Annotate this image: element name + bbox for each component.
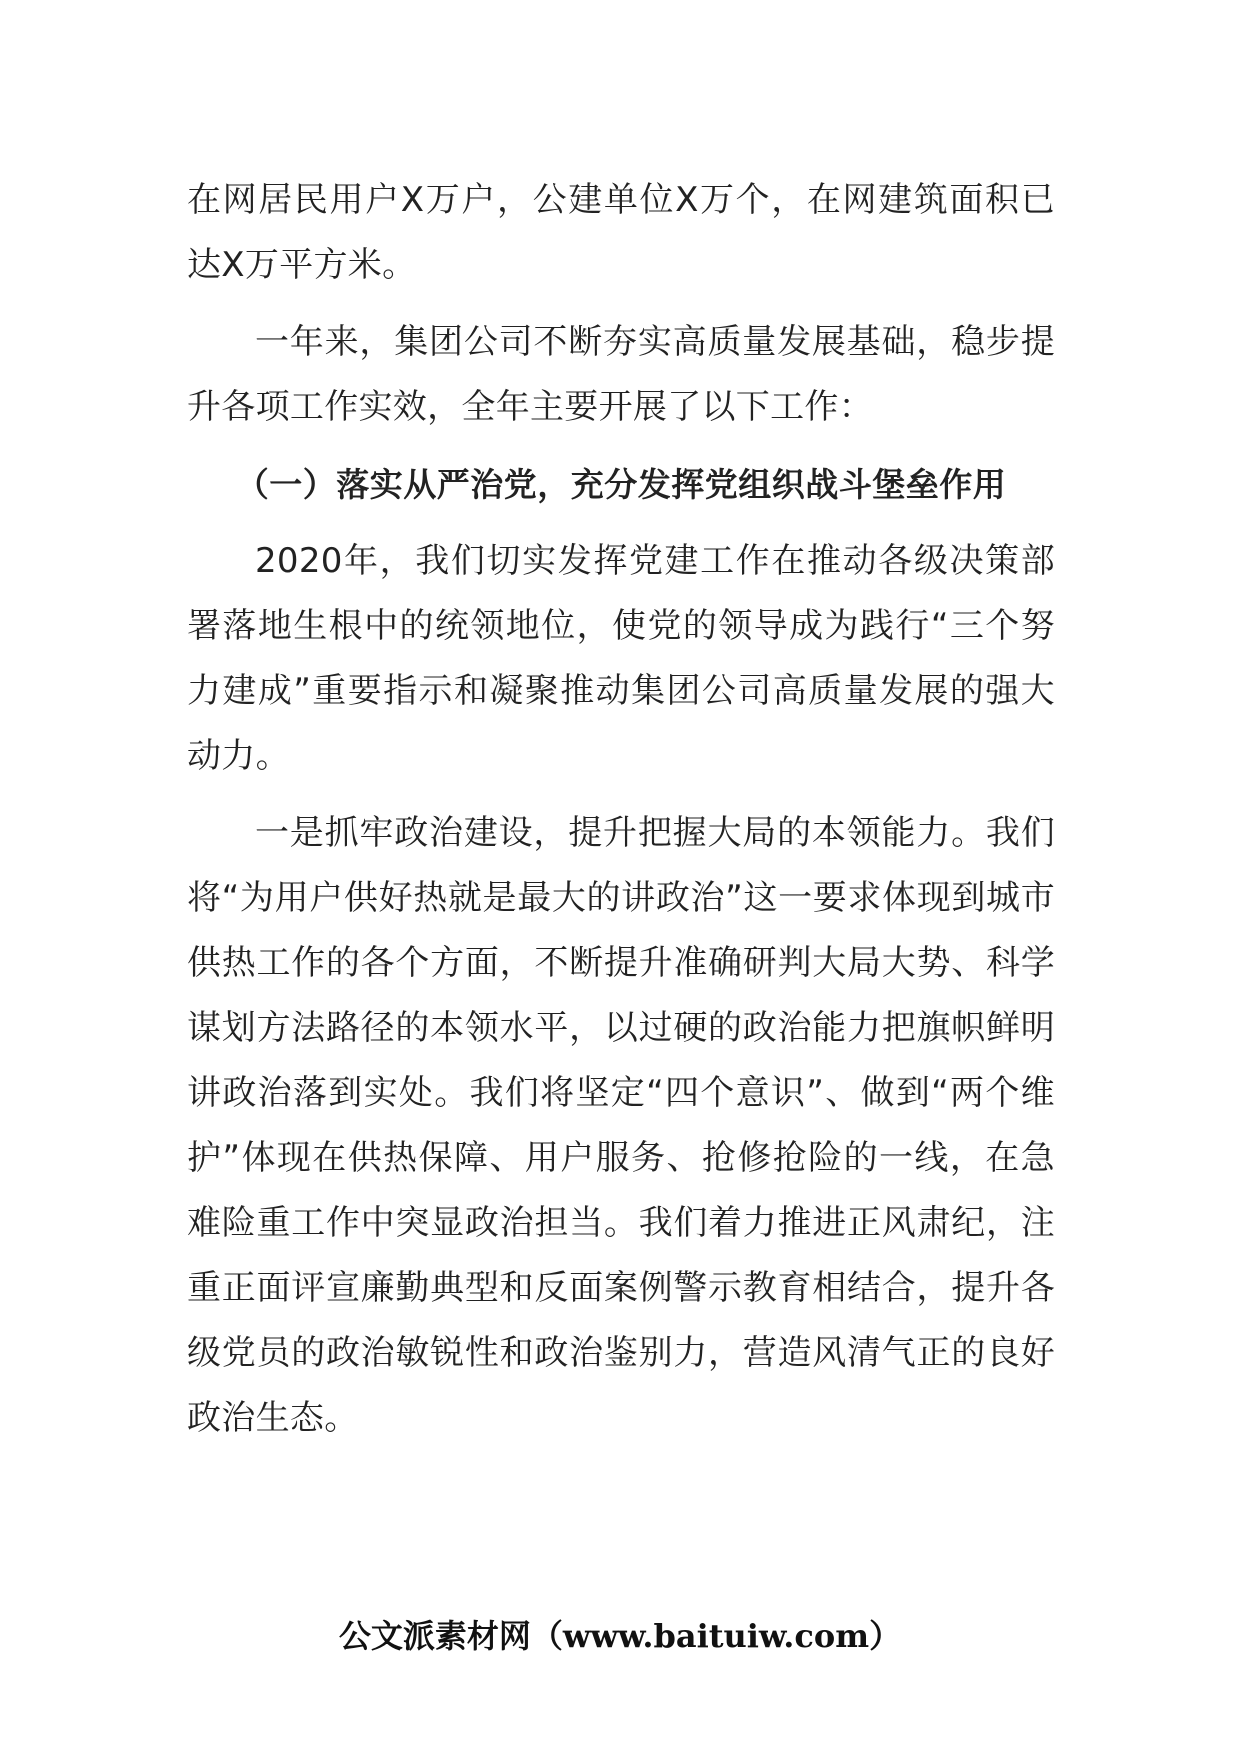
document-body [187, 168, 1055, 1463]
section-heading: （一）落实从严治党，充分发挥党组织战斗堡垒作用 [235, 465, 1007, 504]
paragraph-political-building: 一是抓牢政治建设，提升把握大局的本领能力。我们将“为用户供好热就是最大的讲政治”这一要求体现到城市供热工作的各个方面，不断提升准确研判大局大势、科学谋划方法路径的本领水平，以过硬的政治能力把旗帜鲜明讲政治落到实处。我们将坚定“四个意识”、做到“两个维护”体现在供热保障、用户服务、抢修抢险的一线，在急难险重工作中突显政治担当。我们着力推进正风肃纪，注重正面评宣廉勤典型和反面案例警示教育相结合，提升各级党员的政治敏锐性和政治鉴别力，营造风清气正的良好政治生态。 [187, 813, 1055, 1438]
paragraph-intro: 一年来，集团公司不断夯实高质量发展基础，稳步提升各项工作实效，全年主要开展了以下工作： [187, 322, 1055, 427]
page-footer-watermark: 公文派素材网（www.baituiw.com） [338, 1617, 902, 1655]
paragraph-continuation: 在网居民用户X万户，公建单位X万个，在网建筑面积已达X万平方米。 [187, 180, 1055, 285]
paragraph-section-overview: 2020年，我们切实发挥党建工作在推动各级决策部署落地生根中的统领地位，使党的领导成为践行“三个努力建成”重要指示和凝聚推动集团公司高质量发展的强大动力。 [187, 541, 1055, 776]
